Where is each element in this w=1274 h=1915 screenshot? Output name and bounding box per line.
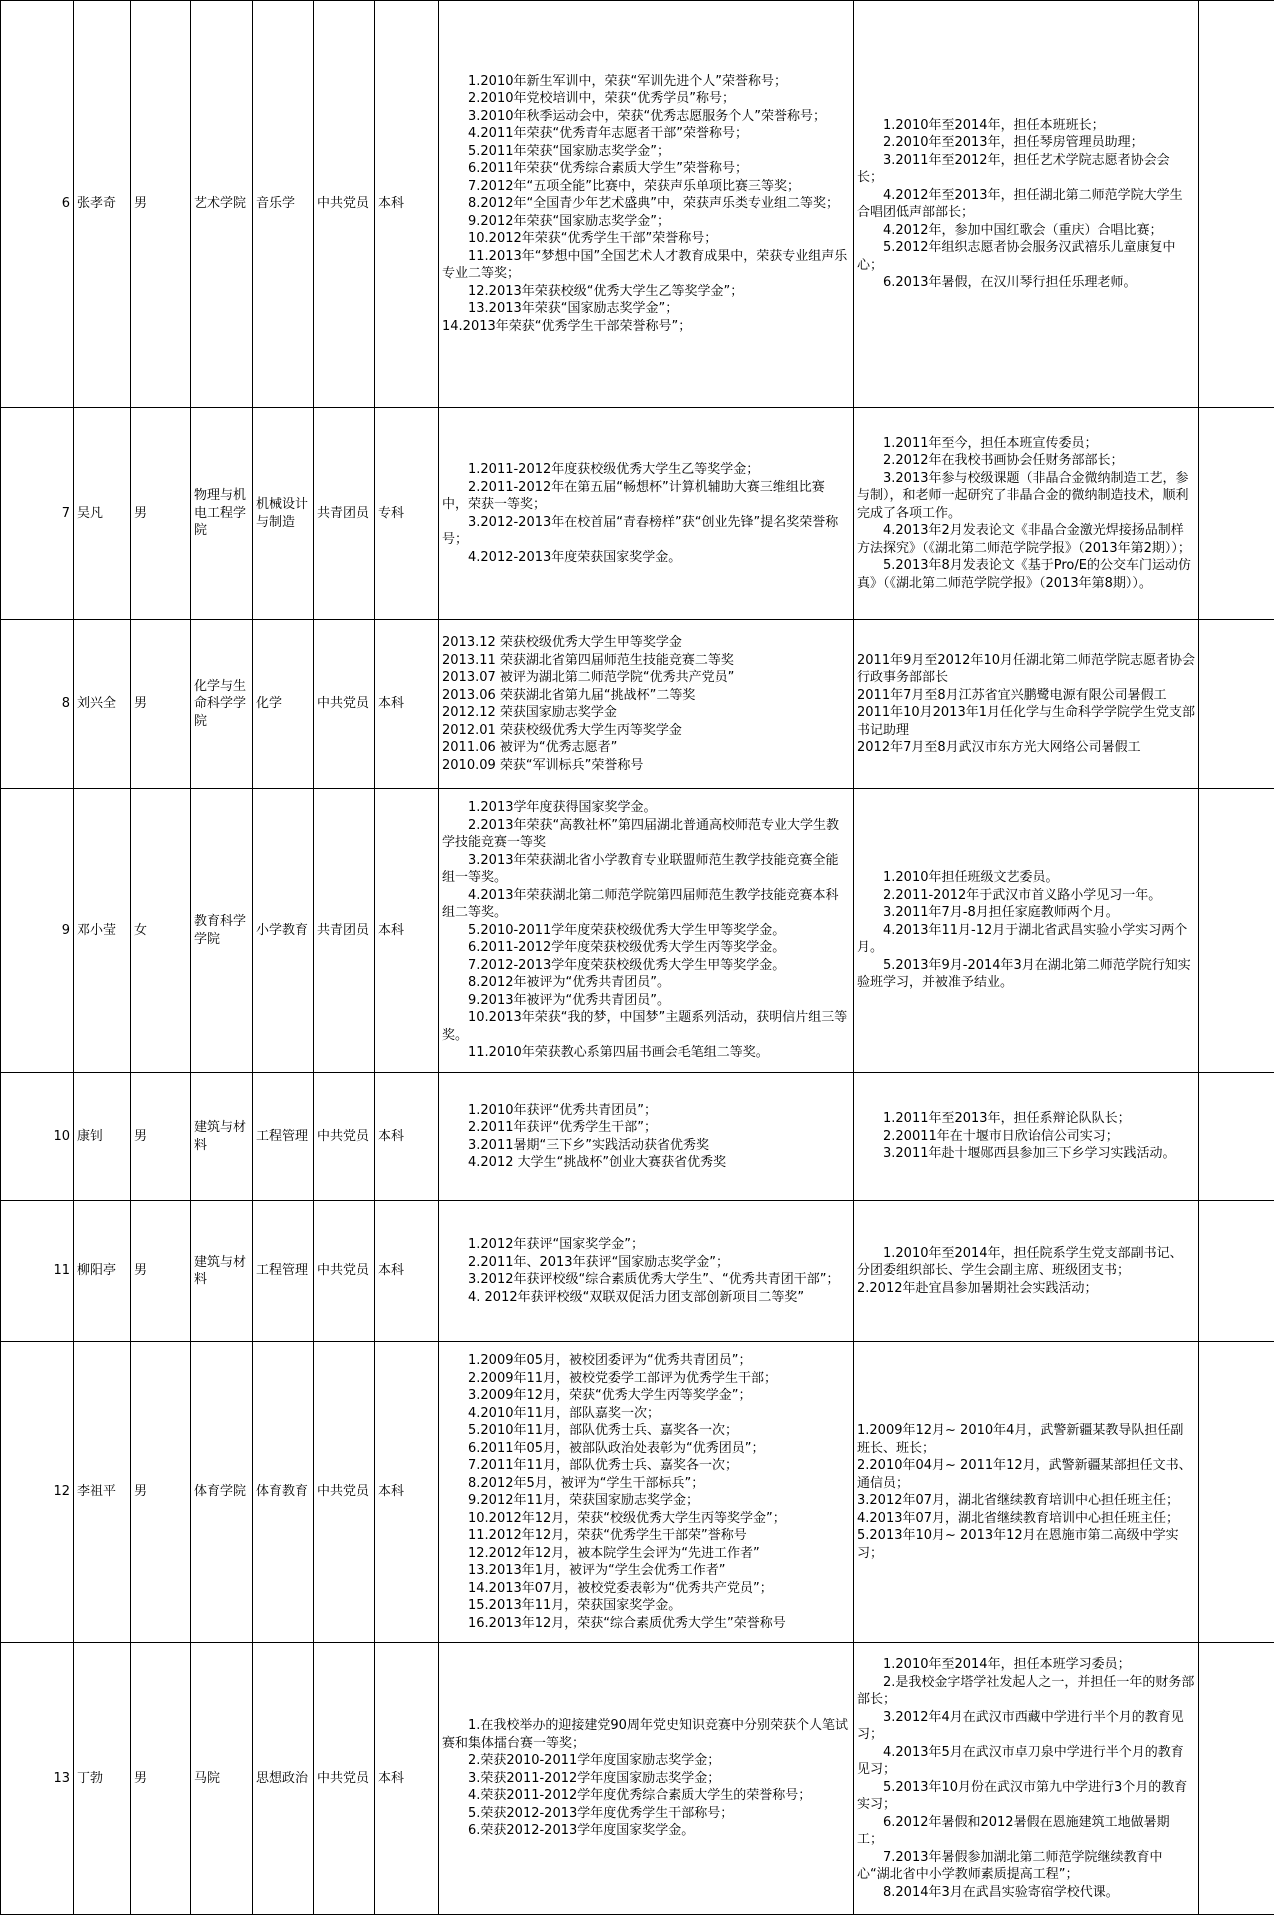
- honor-item: 3.荣获2011-2012学年度国家励志奖学金；: [468, 1770, 721, 1786]
- major: 音乐学: [253, 1, 314, 408]
- row-number: 9: [1, 789, 74, 1073]
- honor-item: 1.在我校举办的迎接建党90周年党史知识竞赛中分别荣获个人笔试赛和集体擂台赛一等奖；: [442, 1718, 848, 1751]
- honor-item: 2013.07 被评为湖北第二师范学院“优秀共产党员”: [442, 670, 735, 685]
- honor-item: 3.2010年秋季运动会中，荣获“优秀志愿服务个人”荣誉称号；: [468, 108, 826, 124]
- experience-item: 6.2013年暑假，在汉川琴行担任乐理老师。: [883, 275, 1137, 290]
- honor-item: 8.2012年“全国青少年艺术盛典”中，荣获声乐类专业组二等奖；: [468, 196, 839, 212]
- honor-item: 3.2012-2013年在校首届“青春榜样”获“创业先锋”提名奖荣誉称号；: [442, 514, 839, 547]
- honor-item: 2013.11 荣获湖北省第四届师范生技能竞赛二等奖: [442, 652, 734, 668]
- honor-item: 4. 2012年获评校级“双联双促活力团支部创新项目二等奖”: [468, 1289, 805, 1305]
- experience-item: 4.2012年，参加中国红歌会（重庆）合唱比赛；: [883, 222, 1163, 238]
- experience-cell: [854, 1342, 1199, 1643]
- table-row: [1, 1342, 1274, 1643]
- row-number: 11: [1, 1201, 74, 1342]
- honor-item: 8.2012年被评为“优秀共青团员”。: [468, 975, 670, 991]
- empty-cell: [1199, 789, 1274, 1073]
- honor-item: 1.2010年获评“优秀共青团员”；: [468, 1102, 657, 1118]
- experience-item: 4.2012年至2013年，担任湖北第二师范学院大学生合唱团低声部部长；: [857, 187, 1183, 220]
- honor-item: 2010.09 荣获“军训标兵”荣誉称号: [442, 757, 644, 773]
- row-number: 13: [1, 1643, 74, 1915]
- honors-cell: [439, 789, 854, 1073]
- major: 思想政治: [253, 1643, 314, 1915]
- experience-item: 3.2011年7月-8月担任家庭教师两个月。: [883, 905, 1119, 921]
- experience-cell: [854, 620, 1199, 789]
- honor-item: 1.2010年新生军训中，荣获“军训先进个人”荣誉称号；: [468, 73, 787, 89]
- honor-item: 4.2011年荣获“优秀青年志愿者干部”荣誉称号；: [468, 126, 748, 142]
- honors-cell: [439, 1201, 854, 1342]
- experience-cell: [854, 1201, 1199, 1342]
- honor-item: 4.2010年11月，部队嘉奖一次；: [468, 1405, 661, 1421]
- empty-cell: [1199, 1342, 1274, 1643]
- student-name: 刘兴全: [74, 620, 131, 789]
- gender: 男: [131, 1, 191, 408]
- table-row: [1, 408, 1274, 620]
- college: 物理与机电工程学院: [191, 408, 253, 620]
- experience-item: 5.2013年9月-2014年3月在湖北第二师范学院行知实验班学习，并被准予结业。: [857, 957, 1191, 991]
- honor-item: 2.2011-2012年在第五届“畅想杯”计算机辅助大赛三维组比赛中，荣获一等奖；: [442, 479, 825, 512]
- honor-item: 13.2013年荣获“国家励志奖学金”；: [468, 301, 679, 317]
- honor-item: 15.2013年11月，荣获国家奖学金。: [468, 1598, 682, 1613]
- honor-item: 3.2011暑期“三下乡”实践活动获省优秀奖: [468, 1137, 709, 1153]
- honor-item: 1.2009年05月，被校团委评为“优秀共青团员”；: [468, 1353, 752, 1368]
- honor-item: 9.2012年11月，荣获国家励志奖学金；: [468, 1493, 700, 1508]
- experience-item: 5.2012年组织志愿者协会服务汉武禧乐儿童康复中心；: [857, 240, 1176, 273]
- honor-item: 8.2012年5月，被评为“学生干部标兵”；: [468, 1475, 705, 1491]
- political-status: 中共党员: [314, 620, 375, 789]
- honor-item: 2.2010年党校培训中，荣获“优秀学员”称号；: [468, 91, 735, 107]
- gender: 男: [131, 1073, 191, 1201]
- honor-item: 6.2011年荣获“优秀综合素质大学生”荣誉称号；: [468, 161, 748, 177]
- honor-item: 14.2013年07月，被校党委表彰为“优秀共产党员”；: [468, 1580, 773, 1596]
- student-name: 李祖平: [74, 1342, 131, 1643]
- honor-item: 14.2013年荣获“优秀学生干部荣誉称号”；: [442, 318, 692, 334]
- honor-item: 7.2012-2013学年度荣获校级优秀大学生甲等奖学金。: [468, 957, 786, 973]
- honor-item: 1.2011-2012年度获校级优秀大学生乙等奖学金；: [468, 462, 760, 477]
- honor-item: 2.荣获2010-2011学年度国家励志奖学金；: [468, 1753, 721, 1769]
- empty-cell: [1199, 408, 1274, 620]
- political-status: 共青团员: [314, 408, 375, 620]
- experience-item: 4.2013年5月在武汉市卓刀泉中学进行半个月的教育见习；: [857, 1744, 1184, 1777]
- experience-item: 1.2010年至2014年，担任本班学习委员；: [883, 1657, 1131, 1672]
- table-row: [1, 620, 1274, 789]
- empty-cell: [1199, 1643, 1274, 1915]
- table-row: [1, 1643, 1274, 1915]
- experience-item: 7.2013年暑假参加湖北第二师范学院继续教育中心“湖北省中小学教师素质提高工程”；: [857, 1849, 1163, 1882]
- college: 马院: [191, 1643, 253, 1915]
- experience-item: 3.2011年赴十堰郧西县参加三下乡学习实践活动。: [883, 1146, 1176, 1162]
- college: 体育学院: [191, 1342, 253, 1643]
- honor-item: 2.2013年荣获“高教社杯”第四届湖北普通高校师范专业大学生教学技能竞赛一等奖: [442, 817, 839, 851]
- honor-item: 2.2009年11月，被校党委学工部评为优秀学生干部；: [468, 1370, 778, 1386]
- row-number: 6: [1, 1, 74, 408]
- experience-cell: [854, 1, 1199, 408]
- honor-item: 2.2011年获评“优秀学生干部”；: [468, 1120, 657, 1135]
- honors-cell: [439, 1643, 854, 1915]
- honor-item: 10.2012年荣获“优秀学生干部”荣誉称号；: [468, 231, 718, 247]
- honor-item: 2.2011年、2013年获评“国家励志奖学金”；: [468, 1254, 730, 1270]
- honors-cell: [439, 1342, 854, 1643]
- political-status: 中共党员: [314, 1, 375, 408]
- honor-item: 4.2012-2013年度荣获国家奖学金。: [468, 549, 682, 565]
- experience-item: 1.2010年至2014年，担任本班班长；: [883, 117, 1105, 133]
- honor-item: 16.2013年12月，荣获“综合素质优秀大学生”荣誉称号: [468, 1615, 786, 1631]
- honor-item: 11.2013年“梦想中国”全国艺术人才教育成果中，荣获专业组声乐专业二等奖；: [442, 248, 848, 282]
- gender: 男: [131, 1342, 191, 1643]
- experience-item: 2.是我校金字塔学社发起人之一，并担任一年的财务部部长；: [857, 1674, 1195, 1707]
- honor-item: 6.2011-2012学年度荣获校级优秀大学生丙等奖学金。: [468, 940, 786, 956]
- experience-item: 5.2013年10月份在武汉市第九中学进行3个月的教育实习；: [857, 1779, 1188, 1812]
- honor-item: 11.2012年12月，荣获“优秀学生干部荣”誉称号: [468, 1528, 747, 1543]
- college: 教育科学学院: [191, 789, 253, 1073]
- major: 工程管理: [253, 1201, 314, 1342]
- education-level: 本科: [375, 1, 439, 408]
- experience-item: 2012年7月至8月武汉市东方光大网络公司暑假工: [857, 740, 1141, 755]
- experience-item: 2011年9月至2012年10月任湖北第二师范学院志愿者协会行政事务部部长: [857, 652, 1195, 685]
- education-level: 本科: [375, 620, 439, 789]
- education-level: 本科: [375, 1342, 439, 1643]
- empty-cell: [1199, 1, 1274, 408]
- major: 小学教育: [253, 789, 314, 1073]
- honor-item: 5.2011年荣获“国家励志奖学金”；: [468, 143, 670, 159]
- honor-item: 3.2013年荣获湖北省小学教育专业联盟师范生教学技能竞赛全能组一等奖。: [442, 852, 839, 886]
- honor-item: 6.荣获2012-2013学年度国家奖学金。: [468, 1823, 695, 1839]
- table-row: [1, 1, 1274, 408]
- honor-item: 2012.01 荣获校级优秀大学生丙等奖学金: [442, 722, 682, 738]
- experience-cell: [854, 1073, 1199, 1201]
- experience-item: 2.2012年在我校书画协会任财务部部长；: [883, 453, 1124, 469]
- experience-item: 4.2013年2月发表论文《非晶合金激光焊接扬品制样方法探究》（《湖北第二师范学院学报》（2013年第2期））；: [857, 523, 1191, 556]
- table-row: [1, 1073, 1274, 1201]
- honor-item: 7.2011年11月，部队优秀士兵、嘉奖各一次；: [468, 1458, 739, 1473]
- experience-cell: [854, 789, 1199, 1073]
- honor-item: 7.2012年“五项全能”比赛中，荣获声乐单项比赛三等奖；: [468, 178, 800, 194]
- honor-item: 11.2010年荣获教心系第四届书画会毛笔组二等奖。: [468, 1045, 769, 1061]
- student-name: 吴凡: [74, 408, 131, 620]
- experience-item: 3.2013年参与校级课题（非晶合金微纳制造工艺，参与制），和老师一起研究了非晶合金的微纳制造技术，顺利完成了各项工作。: [857, 470, 1189, 521]
- experience-item: 1.2009年12月~ 2010年4月，武警新疆某教导队担任副班长、班长；: [857, 1423, 1184, 1456]
- honors-cell: [439, 620, 854, 789]
- honor-item: 6.2011年05月，被部队政治处表彰为“优秀团员”；: [468, 1440, 765, 1456]
- honor-item: 2013.06 荣获湖北省第九届“挑战杯”二等奖: [442, 687, 696, 703]
- honor-item: 12.2013年荣获校级“优秀大学生乙等奖学金”；: [468, 283, 744, 299]
- experience-item: 2.2012年赴宜昌参加暑期社会实践活动；: [857, 1280, 1098, 1296]
- student-name: 丁勃: [74, 1643, 131, 1915]
- major: 工程管理: [253, 1073, 314, 1201]
- experience-cell: [854, 408, 1199, 620]
- honor-item: 2012.12 荣获国家励志奖学金: [442, 705, 617, 720]
- student-name: 邓小莹: [74, 789, 131, 1073]
- table-row: [1, 789, 1274, 1073]
- table-row: [1, 1201, 1274, 1342]
- college: 建筑与材料: [191, 1073, 253, 1201]
- experience-item: 2.2010年04月~ 2011年12月，武警新疆某部担任文书、通信员；: [857, 1458, 1192, 1491]
- honor-item: 3.2012年获评校级“综合素质优秀大学生”、“优秀共青团干部”；: [468, 1272, 840, 1287]
- college: 建筑与材料: [191, 1201, 253, 1342]
- honor-item: 3.2009年12月，荣获“优秀大学生丙等奖学金”；: [468, 1388, 752, 1403]
- college: 化学与生命科学学院: [191, 620, 253, 789]
- student-name: 康钊: [74, 1073, 131, 1201]
- honor-item: 2013.12 荣获校级优秀大学生甲等奖学金: [442, 635, 682, 650]
- student-name: 柳阳亭: [74, 1201, 131, 1342]
- honor-item: 12.2012年12月，被本院学生会评为“先进工作者”: [468, 1545, 760, 1561]
- student-name: 张孝奇: [74, 1, 131, 408]
- honor-item: 1.2013学年度获得国家奖学金。: [468, 800, 657, 816]
- honor-item: 9.2012年荣获“国家励志奖学金”；: [468, 213, 670, 229]
- education-level: 本科: [375, 1201, 439, 1342]
- experience-cell: [854, 1643, 1199, 1915]
- honor-item: 10.2013年荣获“我的梦，中国梦”主题系列活动，获明信片组三等奖。: [442, 1010, 848, 1043]
- college: 艺术学院: [191, 1, 253, 408]
- education-level: 本科: [375, 1073, 439, 1201]
- experience-item: 1.2011年至今，担任本班宣传委员；: [883, 435, 1098, 451]
- honor-item: 1.2012年获评“国家奖学金”；: [468, 1237, 644, 1252]
- experience-item: 3.2012年4月在武汉市西藏中学进行半个月的教育见习；: [857, 1709, 1184, 1742]
- honor-item: 2011.06 被评为“优秀志愿者”: [442, 740, 618, 755]
- gender: 女: [131, 789, 191, 1073]
- experience-item: 5.2013年10月~ 2013年12月在恩施市第二高级中学实习；: [857, 1528, 1179, 1561]
- experience-item: 4.2013年07月，湖北省继续教育培训中心担任班主任；: [857, 1510, 1180, 1526]
- experience-item: 4.2013年11月-12月于湖北省武昌实验小学实习两个月。: [857, 922, 1188, 956]
- gender: 男: [131, 1643, 191, 1915]
- row-number: 7: [1, 408, 74, 620]
- row-number: 10: [1, 1073, 74, 1201]
- experience-item: 1.2010年担任班级文艺委员。: [883, 870, 1059, 886]
- experience-item: 3.2011年至2012年，担任艺术学院志愿者协会会长；: [857, 152, 1170, 185]
- political-status: 中共党员: [314, 1643, 375, 1915]
- education-level: 本科: [375, 1643, 439, 1915]
- row-number: 8: [1, 620, 74, 789]
- honors-cell: [439, 1, 854, 408]
- honor-item: 5.2010年11月，部队优秀士兵、嘉奖各一次；: [468, 1423, 739, 1438]
- political-status: 中共党员: [314, 1342, 375, 1643]
- major: 体育教育: [253, 1342, 314, 1643]
- experience-item: 2.2011-2012年于武汉市首义路小学见习一年。: [883, 887, 1162, 903]
- gender: 男: [131, 1201, 191, 1342]
- education-level: 专科: [375, 408, 439, 620]
- row-number: 12: [1, 1342, 74, 1643]
- experience-item: 2011年10月2013年1月任化学与生命科学学院学生党支部书记助理: [857, 705, 1195, 738]
- gender: 男: [131, 408, 191, 620]
- political-status: 中共党员: [314, 1201, 375, 1342]
- gender: 男: [131, 620, 191, 789]
- honor-item: 4.2013年荣获湖北第二师范学院第四届师范生教学技能竞赛本科组二等奖。: [442, 887, 839, 921]
- political-status: 共青团员: [314, 789, 375, 1073]
- honor-item: 5.2010-2011学年度荣获校级优秀大学生甲等奖学金。: [468, 922, 786, 938]
- experience-item: 3.2012年07月，湖北省继续教育培训中心担任班主任；: [857, 1493, 1180, 1508]
- experience-item: 2.20011年在十堰市日欣诒信公司实习；: [883, 1128, 1119, 1144]
- honor-item: 9.2013年被评为“优秀共青团员”。: [468, 992, 670, 1008]
- honor-item: 13.2013年1月，被评为“学生会优秀工作者”: [468, 1563, 726, 1578]
- experience-item: 1.2011年至2013年，担任系辩论队队长；: [883, 1111, 1131, 1127]
- major: 化学: [253, 620, 314, 789]
- honors-cell: [439, 1073, 854, 1201]
- honor-item: 10.2012年12月，荣获“校级优秀大学生丙等奖学金”；: [468, 1510, 786, 1526]
- political-status: 中共党员: [314, 1073, 375, 1201]
- experience-item: 8.2014年3月在武昌实验寄宿学校代课。: [883, 1884, 1119, 1900]
- honor-item: 4.荣获2011-2012学年度优秀综合素质大学生的荣誉称号；: [468, 1788, 812, 1804]
- empty-cell: [1199, 1201, 1274, 1342]
- honor-item: 5.荣获2012-2013学年度优秀学生干部称号；: [468, 1805, 734, 1821]
- experience-item: 2.2010年至2013年，担任琴房管理员助理；: [883, 135, 1144, 150]
- education-level: 本科: [375, 789, 439, 1073]
- experience-item: 5.2013年8月发表论文《基于Pro/E的公交车门运动仿真》（《湖北第二师范学院学报》（2013年第8期））。: [857, 558, 1191, 591]
- experience-item: 6.2012年暑假和2012暑假在恩施建筑工地做暑期工；: [857, 1814, 1170, 1847]
- empty-cell: [1199, 1073, 1274, 1201]
- honor-item: 4.2012 大学生“挑战杯”创业大赛获省优秀奖: [468, 1155, 727, 1170]
- experience-item: 1.2010年至2014年，担任院系学生党支部副书记、分团委组织部长、学生会副主席、班级团支书；: [857, 1245, 1183, 1279]
- honors-cell: [439, 408, 854, 620]
- experience-item: 2011年7月至8月江苏省宜兴鹏鹭电源有限公司暑假工: [857, 687, 1167, 703]
- major: 机械设计与制造: [253, 408, 314, 620]
- empty-cell: [1199, 620, 1274, 789]
